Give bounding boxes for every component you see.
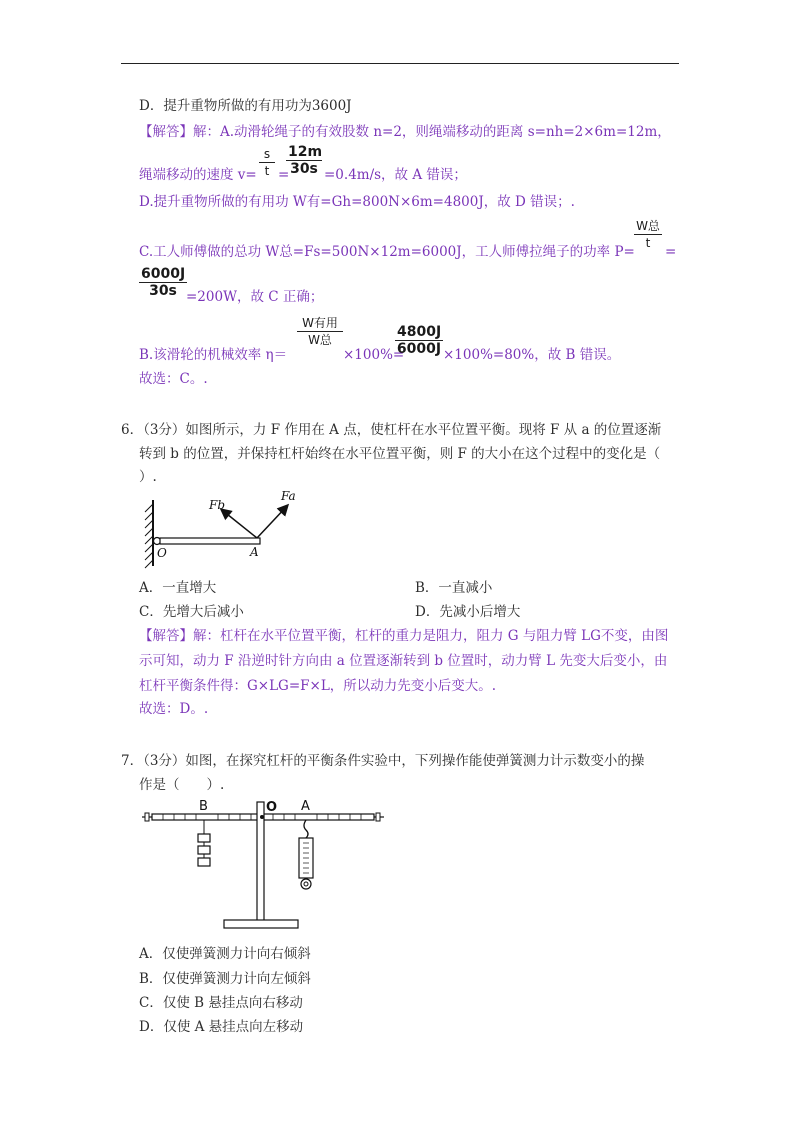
q5-answer-line2-pre: 绳端移动的速度 v= (139, 167, 257, 183)
q6-label-o: O (157, 546, 167, 560)
q6-option-c: C．先增大后减小 (139, 604, 244, 620)
q6-answer-line3: 杠杆平衡条件得：G×LG=F×L，所以动力先变小后变大。. (139, 678, 497, 694)
q5-frac-eta2: $\frac{4800J}{6000J}$ (396, 324, 442, 357)
q6-answer-line2: 示可知，动力 F 沿逆时针方向由 a 位置逐渐转到 b 位置时，动力臂 L 先变大后变小，由 (139, 653, 668, 669)
q5-frac-p2: $\frac{6000J}{30s}$ (141, 266, 186, 299)
q5-answer-line5-post: =200W，故 C 正确； (186, 289, 324, 305)
q6-stem-line2: 转到 b 的位置，并保持杠杆始终在水平位置平衡，则 F 的大小在这个过程中的变化是（ (139, 446, 661, 462)
q5-eta-mid: ×100%= (343, 347, 405, 363)
q6-stem-line3: ）. (139, 469, 157, 485)
q5-answer-label: 【解答】 (139, 124, 193, 140)
q6-answer-label: 【解答】 (139, 628, 193, 644)
q5-frac-v1: $\frac{s}{t}$ (259, 147, 275, 178)
q5-frac-p1: W总 t (634, 219, 662, 250)
q7-option-a: A．仅使弹簧测力计向右倾斜 (139, 946, 311, 962)
q5-answer-line1: 解：A.动滑轮绳子的有效股数 n=2，则绳端移动的距离 s=nh=2×6m=12m， (193, 124, 671, 140)
q7-label-o: O (266, 800, 278, 815)
q5-choice: 故选：C。. (139, 371, 208, 387)
q7-stand (224, 802, 298, 928)
q7-label-a: A (301, 799, 310, 814)
q6-choice: 故选：D。. (139, 701, 209, 717)
q7-option-c: C．仅使 B 悬挂点向右移动 (139, 995, 303, 1011)
q5-eq2: = (665, 244, 677, 260)
q6-option-b: B．一直减小 (415, 580, 493, 596)
q5-answer-line6-post: ×100%=80%，故 B 错误。 (443, 347, 621, 363)
q5-option-d: D．提升重物所做的有用功为3600J (139, 98, 352, 114)
q5-answer-line6-pre: B.该滑轮的机械效率 η＝ (139, 347, 288, 363)
q6-option-d: D．先减小后增大 (415, 604, 521, 620)
q5-answer-line4: C.工人师傅做的总功 W总=Fs=500N×12m=6000J，工人师傅拉绳子的功率 P= (139, 244, 635, 260)
q6-option-a: A．一直增大 (139, 580, 217, 596)
q5-frac-eta1: W有用 W总 (297, 316, 343, 347)
q5-answer-line2-post: =0.4m/s，故 A 错误； (324, 167, 467, 183)
q7-spring-scale (299, 820, 313, 889)
q7-stem-line1: 7．（3分）如图，在探究杠杆的平衡条件实验中，下列操作能使弹簧测力计示数变小的操 (121, 753, 645, 769)
q6-stem-line1: 6．（3分）如图所示，力 F 作用在 A 点，使杠杆在水平位置平衡。现将 F 从 a 的位置逐渐 (121, 422, 662, 438)
q5-eq1: = (278, 167, 290, 183)
q7-stem-line2: 作是（ ）. (139, 777, 225, 793)
q6-answer-line1: 【解答】解：杠杆在水平位置平衡，杠杆的重力是阻力，阻力 G 与阻力臂 LG不变，由图 (139, 628, 669, 644)
q6-label-a: A (250, 545, 259, 559)
q7-option-d: D．仅使 A 悬挂点向左移动 (139, 1019, 304, 1035)
q6-label-fb: Fb (209, 498, 226, 512)
q7-hanging-weights (198, 820, 210, 866)
q7-label-b: B (199, 799, 208, 814)
q6-label-fa: Fa (281, 489, 296, 503)
q5-answer-line3: D.提升重物所做的有用功 W有=Gh=800N×6m=4800J，故 D 错误；. (139, 194, 575, 210)
q5-frac-v2: $\frac{12m}{30s}$ (288, 144, 323, 177)
q7-option-b: B．仅使弹簧测力计向左倾斜 (139, 971, 311, 987)
